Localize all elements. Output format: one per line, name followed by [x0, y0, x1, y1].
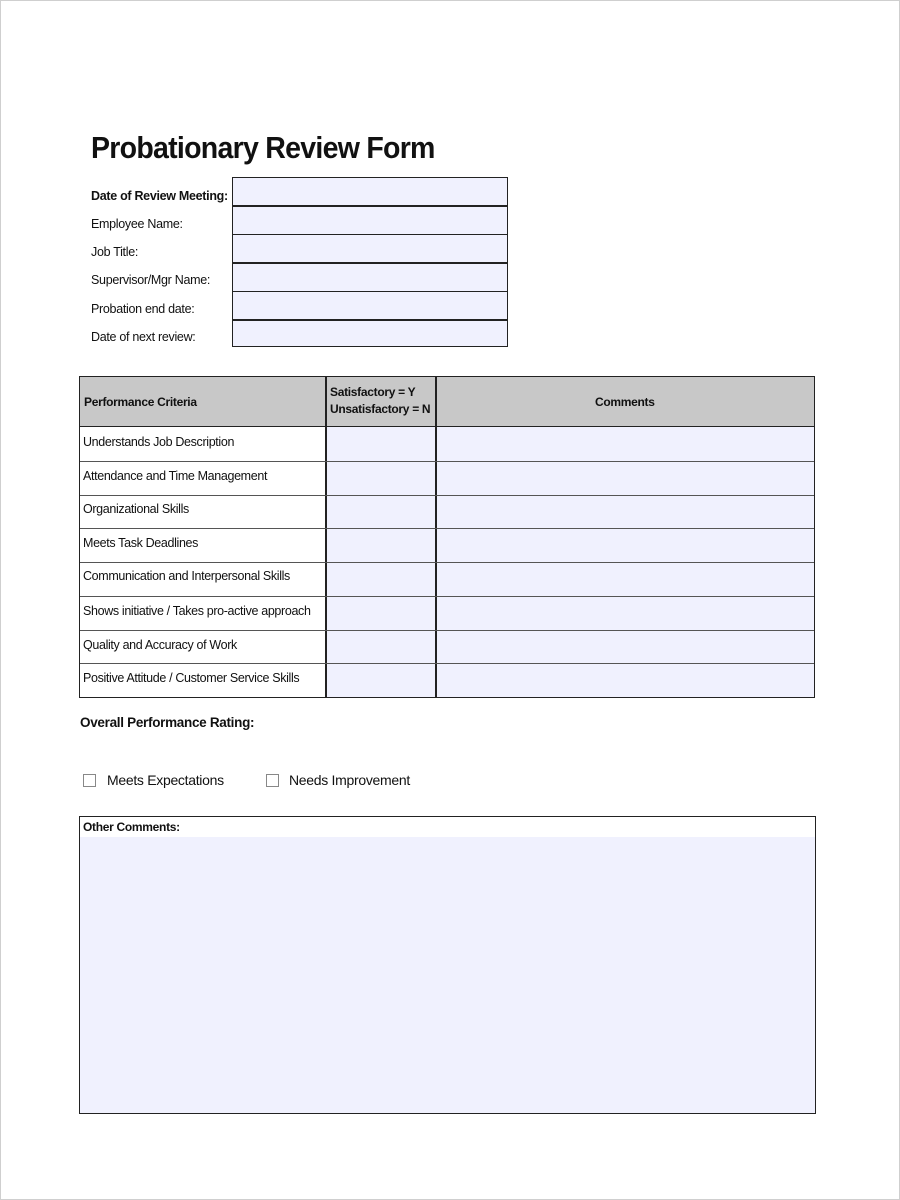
- criteria-label: Understands Job Description: [83, 435, 235, 449]
- other-comments-header: [80, 817, 815, 837]
- criteria-label: Shows initiative / Takes pro-active approach: [83, 604, 311, 618]
- page-title: Probationary Review Form: [91, 130, 435, 165]
- table-row[interactable]: [80, 495, 814, 529]
- table-row[interactable]: [80, 528, 814, 562]
- table-header: [80, 377, 814, 427]
- supervisor-name-input[interactable]: [233, 264, 507, 290]
- label-job-title: Job Title:: [91, 245, 139, 259]
- other-comments-label: Other Comments:: [83, 820, 180, 834]
- employee-name-input[interactable]: [233, 207, 507, 233]
- header-unsatisfactory: Unsatisfactory = N: [330, 402, 431, 416]
- table-row[interactable]: [80, 427, 814, 461]
- performance-table: [79, 376, 815, 698]
- criteria-label: Meets Task Deadlines: [83, 536, 199, 550]
- criteria-label: Communication and Interpersonal Skills: [83, 569, 290, 583]
- meets-expectations-label: Meets Expectations: [107, 772, 224, 788]
- info-fields-box: [232, 177, 508, 347]
- criteria-label: Quality and Accuracy of Work: [83, 638, 237, 652]
- needs-improvement-label: Needs Improvement: [289, 772, 410, 788]
- job-title-input[interactable]: [233, 235, 507, 261]
- header-satisfactory: Satisfactory = Y: [330, 385, 416, 399]
- next-review-date-input[interactable]: [233, 321, 507, 347]
- label-date-of-review: Date of Review Meeting:: [91, 189, 228, 203]
- table-row[interactable]: [80, 562, 814, 596]
- meets-expectations-checkbox[interactable]: [83, 774, 96, 787]
- header-comments: Comments: [595, 395, 655, 409]
- criteria-label: Attendance and Time Management: [83, 469, 268, 483]
- label-next-review-date: Date of next review:: [91, 330, 196, 344]
- label-supervisor-name: Supervisor/Mgr Name:: [91, 273, 211, 287]
- date-of-review-input[interactable]: [233, 178, 507, 204]
- label-employee-name: Employee Name:: [91, 217, 183, 231]
- other-comments-field[interactable]: [79, 816, 816, 1114]
- table-row[interactable]: [80, 630, 814, 664]
- table-row[interactable]: [80, 663, 814, 697]
- criteria-label: Organizational Skills: [83, 502, 189, 516]
- label-probation-end-date: Probation end date:: [91, 302, 195, 316]
- overall-rating-label: Overall Performance Rating:: [80, 715, 255, 730]
- table-row[interactable]: [80, 596, 814, 630]
- probation-end-date-input[interactable]: [233, 292, 507, 318]
- needs-improvement-checkbox[interactable]: [266, 774, 279, 787]
- criteria-label: Positive Attitude / Customer Service Skills: [83, 671, 300, 685]
- table-row[interactable]: [80, 461, 814, 495]
- header-performance-criteria: Performance Criteria: [84, 395, 197, 409]
